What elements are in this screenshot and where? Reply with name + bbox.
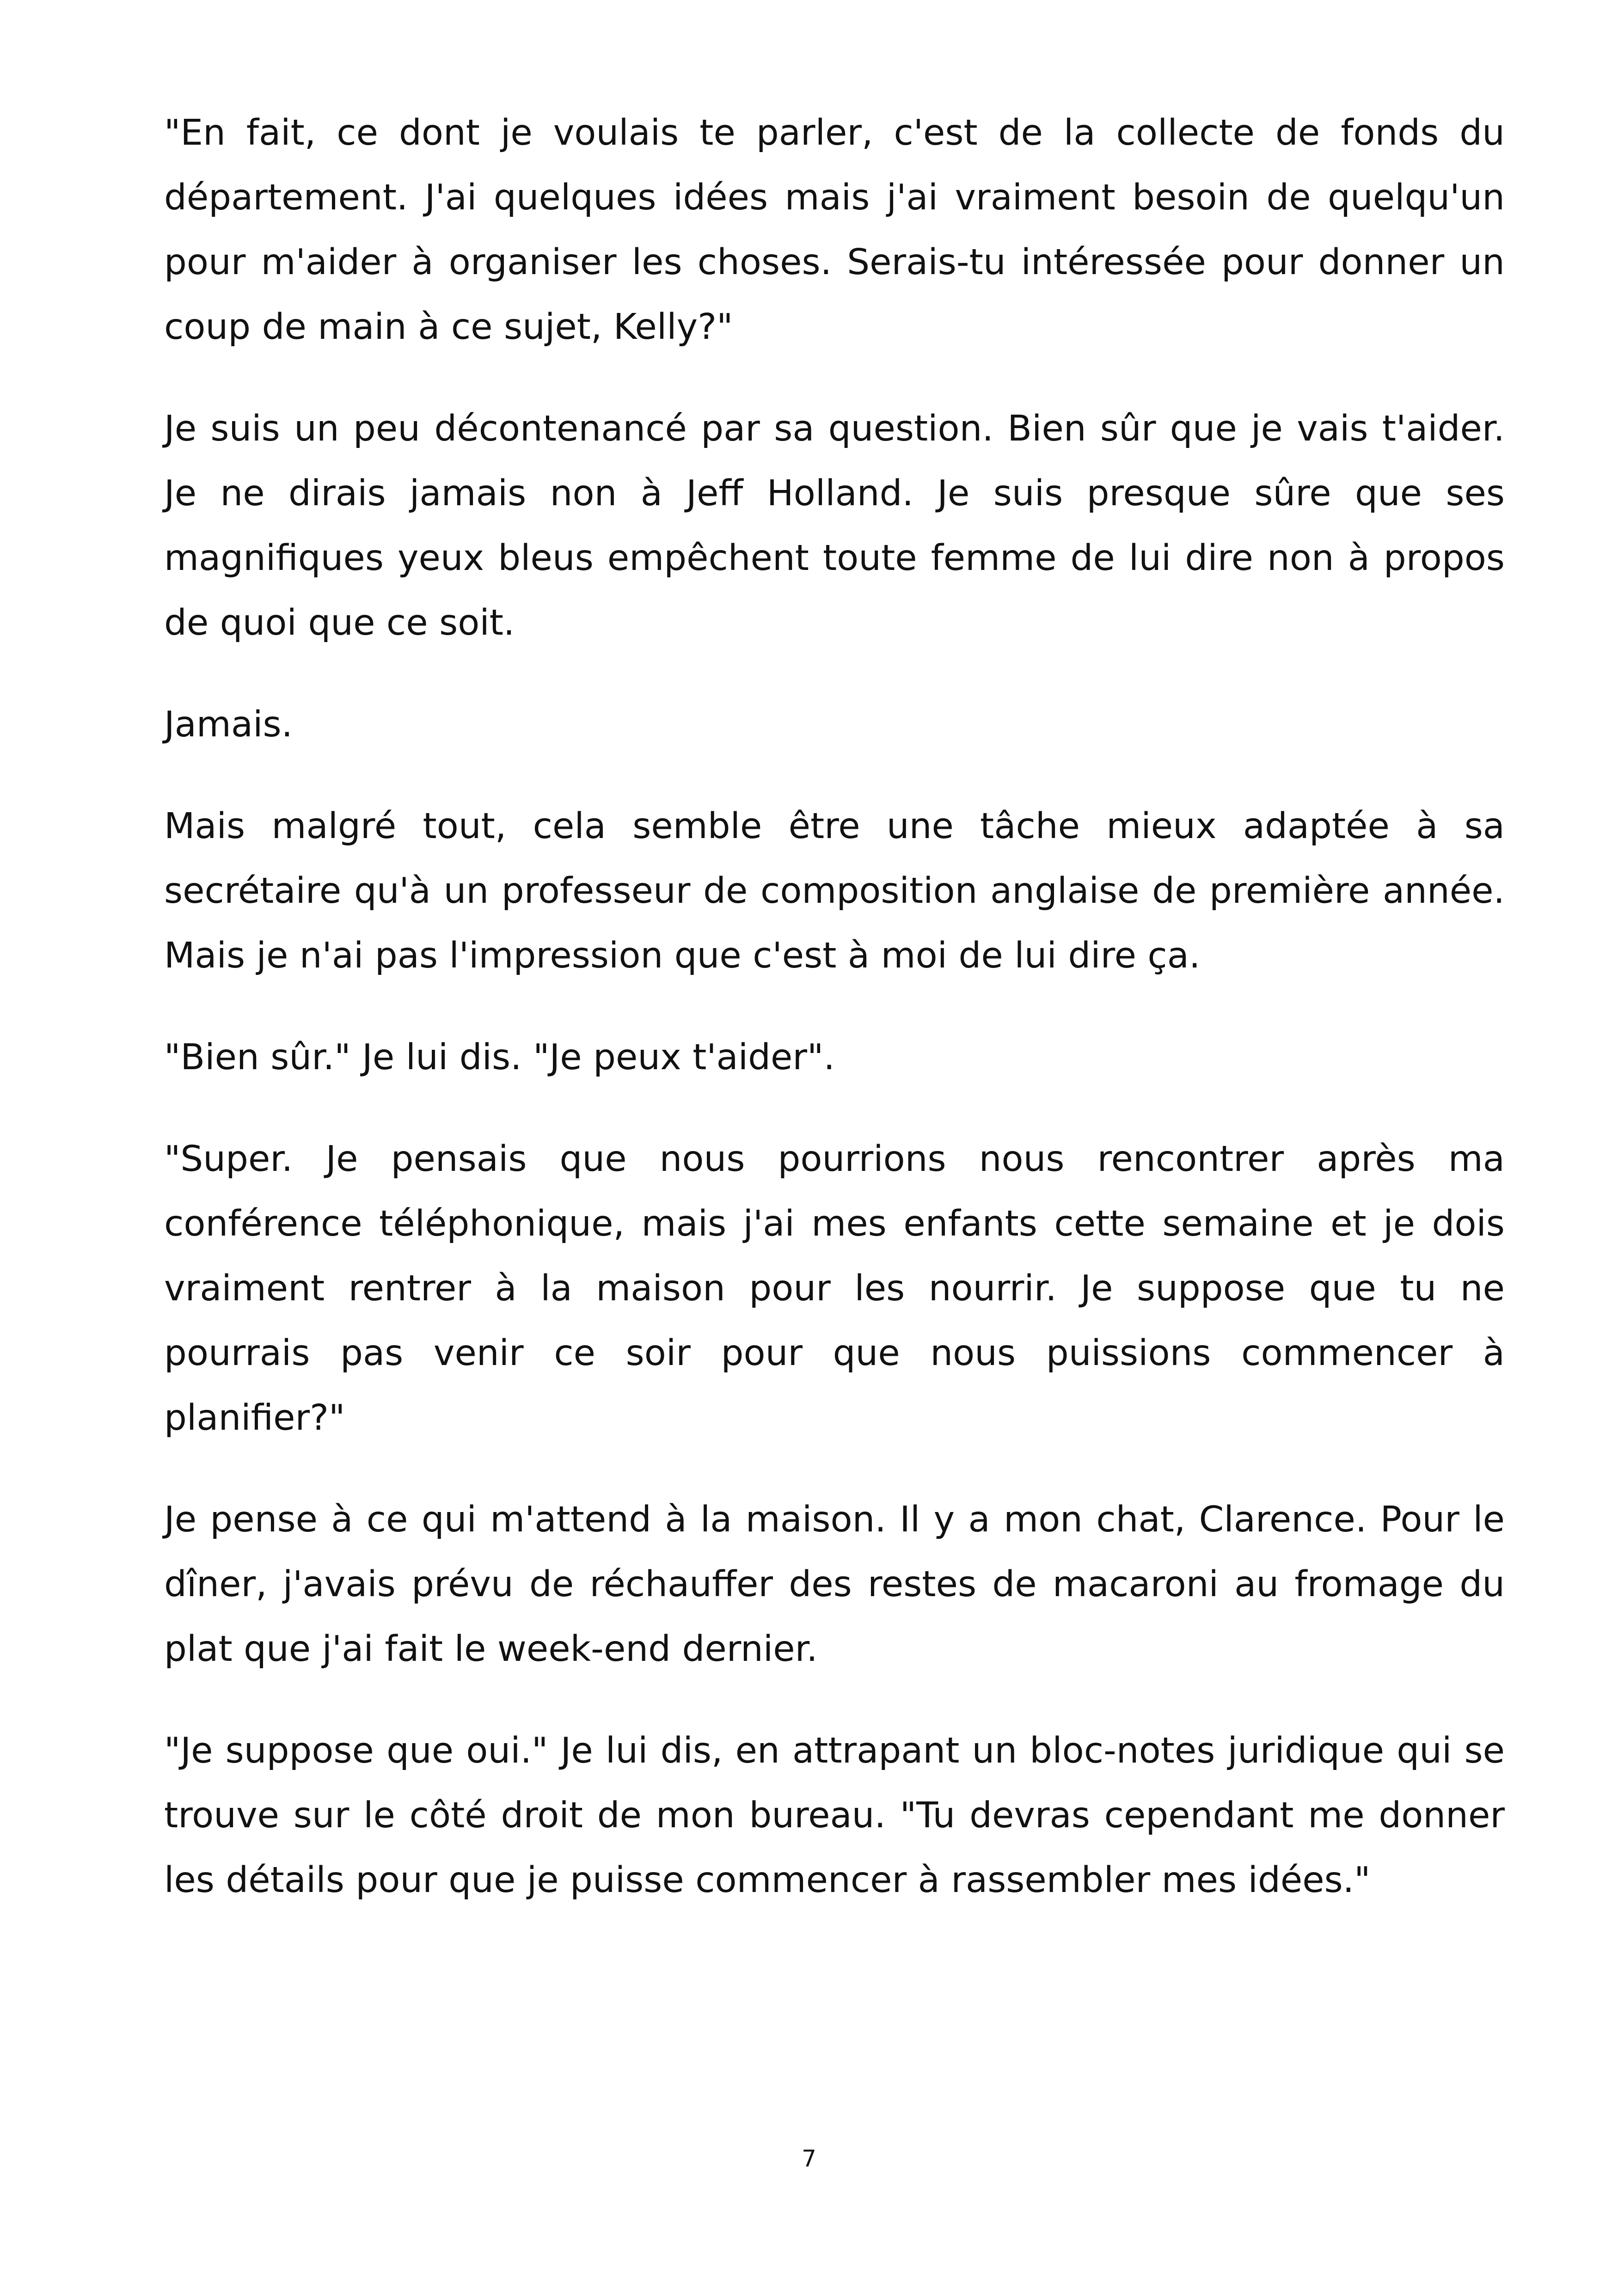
paragraph-7: Je pense à ce qui m'attend à la maison. Il y a mon chat, Clarence. Pour le dîner, j'avais prévu de réchauffer des restes de macaroni au fromage du plat que j'ai fait le week-end dernier. [164,1499,1505,1670]
paragraph-6: "Super. Je pensais que nous pourrions nous rencontrer après ma conférence téléphonique, mais j'ai mes enfants cette semaine et je dois vraiment rentrer à la maison pour les nourrir. Je suppose que tu ne pourrais pas venir ce soir pour que nous puissions commencer à planifier?" [164,1139,1505,1439]
paragraph-2: Je suis un peu décontenancé par sa question. Bien sûr que je vais t'aider. Je ne dirais jamais non à Jeff Holland. Je suis presque sûre que ses magnifiques yeux bleus empêchent toute femme de lui dire non à propos de quoi que ce soit. [164,408,1505,643]
paragraph-8: "Je suppose que oui." Je lui dis, en attrapant un bloc-notes juridique qui se trouve sur le côté droit de mon bureau. "Tu devras cependant me donner les détails pour que je puisse commencer à rassembler mes idées." [164,1730,1505,1901]
paragraph-1: "En fait, ce dont je voulais te parler, c'est de la collecte de fonds du département. J'ai quelques idées mais j'ai vraiment besoin de quelqu'un pour m'aider à organiser les choses. Serais-tu intéressée pour donner un coup de main à ce sujet, Kelly?" [164,112,1505,348]
paragraph-4: Mais malgré tout, cela semble être une tâche mieux adaptée à sa secrétaire qu'à un professeur de composition anglaise de première année. Mais je n'ai pas l'impression que c'est à moi de lui dire ça. [164,806,1505,976]
page-number: 7 [802,2145,816,2172]
body-text [164,101,1505,1950]
paragraph-3: Jamais. [164,704,293,745]
paragraph-5: "Bien sûr." Je lui dis. "Je peux t'aider". [164,1037,835,1078]
